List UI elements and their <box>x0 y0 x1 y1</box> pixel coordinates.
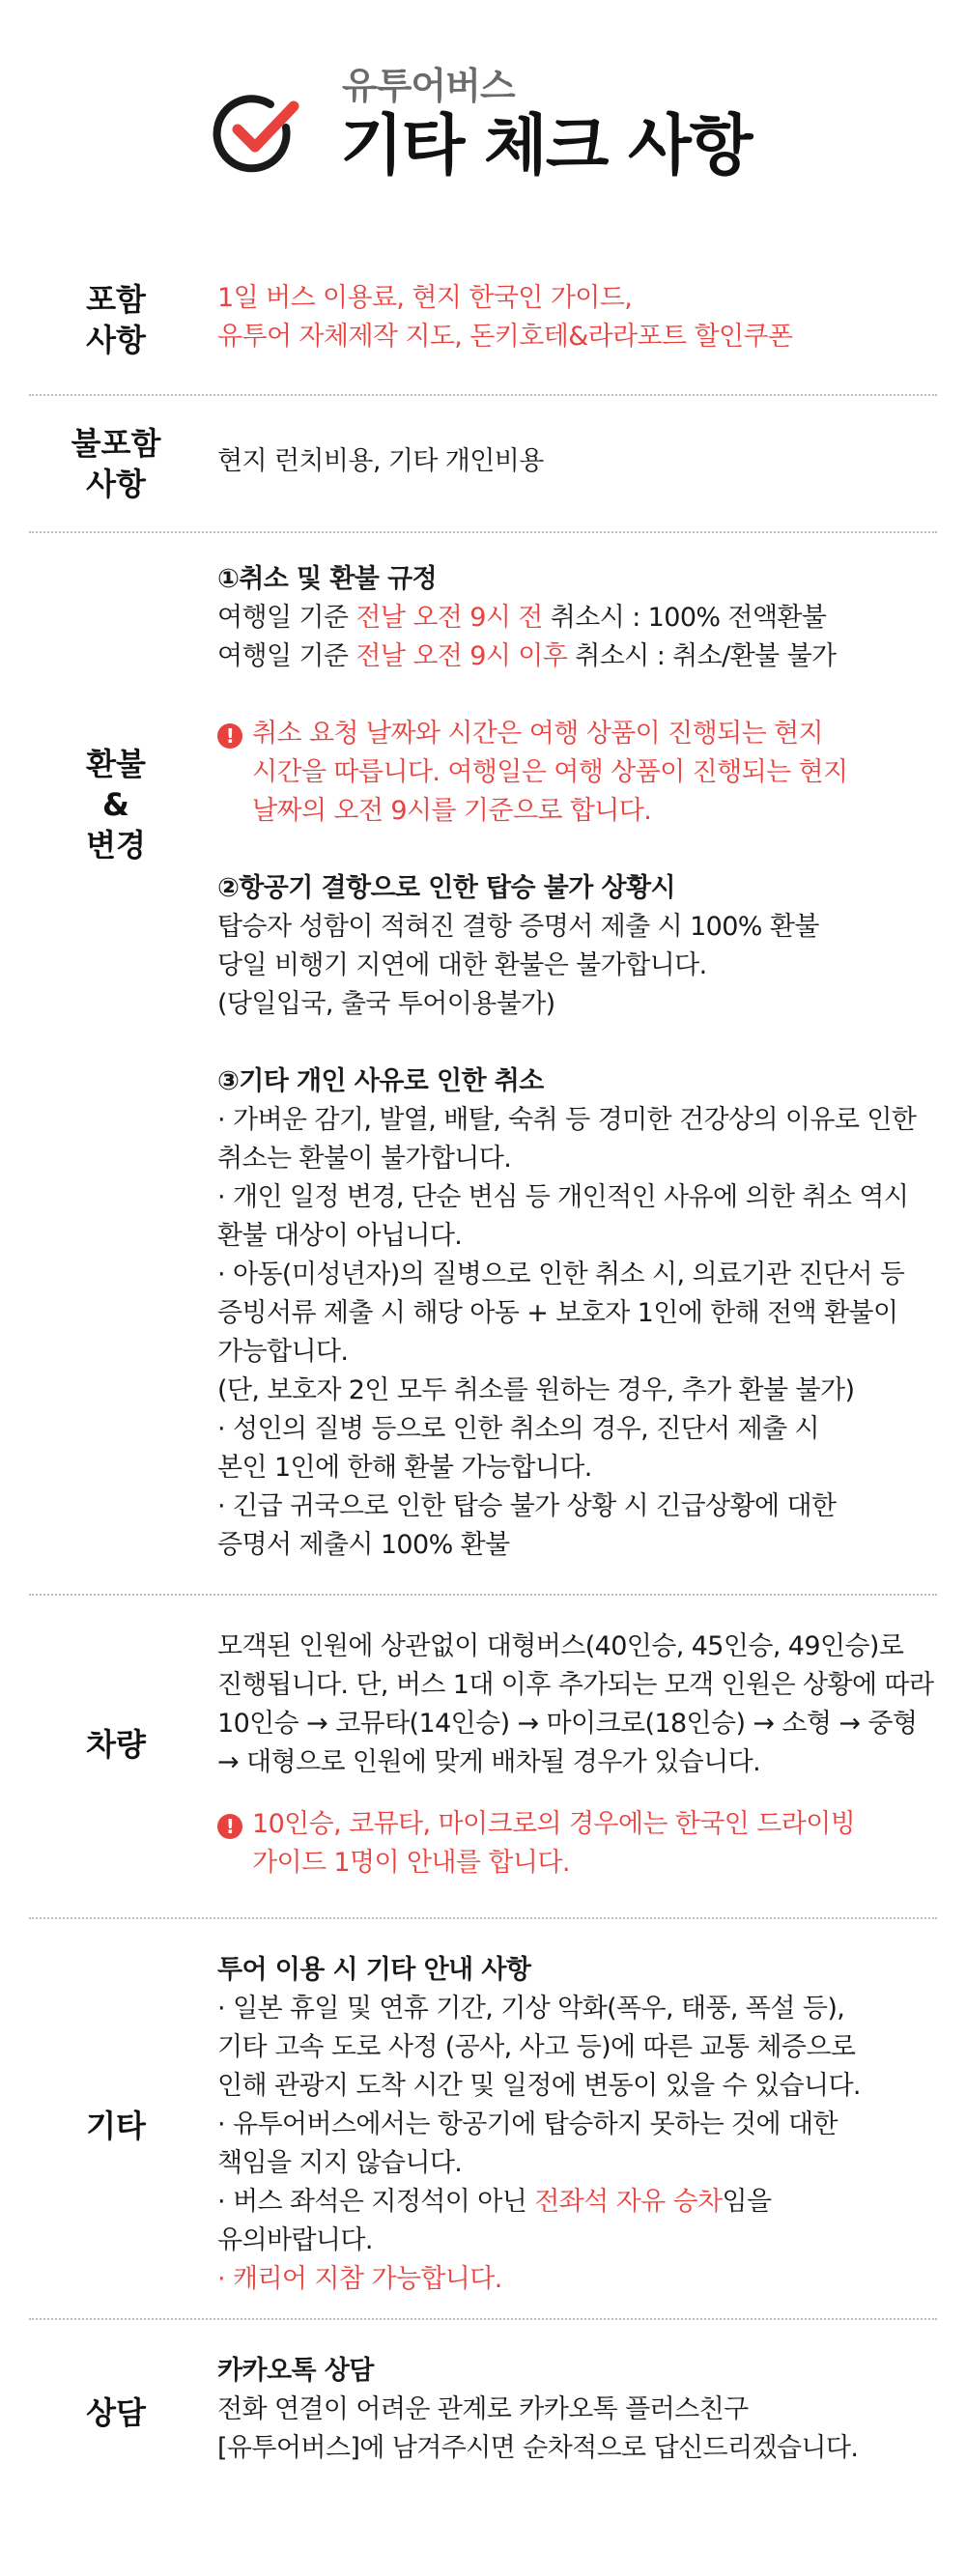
notice-line: 10인승, 코뮤타, 마이크로의 경우에는 한국인 드라이빙 <box>252 1809 856 1839</box>
section-label-included: 포함 사항 <box>86 281 146 358</box>
vehicle-notice <box>217 1805 947 1882</box>
personal-line: · 긴급 귀국으로 인한 탑승 불가 상황 시 긴급상황에 대한 <box>217 1491 837 1521</box>
consult-line: [유투어버스]에 남겨주시면 순차적으로 답신드리겠습니다. <box>217 2433 859 2463</box>
refund-policy-row <box>217 637 947 676</box>
flight-line: 당일 비행기 지연에 대한 환불은 불가합니다. <box>217 950 707 980</box>
vehicle-body <box>217 1628 947 1882</box>
divider <box>29 2318 937 2320</box>
section-label-vehicle: 차량 <box>86 1726 146 1763</box>
personal-line: 환불 대상이 아닙니다. <box>217 1221 463 1251</box>
included-text <box>217 279 947 356</box>
spacer <box>217 1782 947 1805</box>
personal-line: · 가벼운 감기, 발열, 배탈, 숙취 등 경미한 건강상의 이유로 인한 <box>217 1105 917 1135</box>
vehicle-line: 진행됩니다. 단, 버스 1대 이후 추가되는 모객 인원은 상황에 따라 <box>217 1670 934 1700</box>
brand-name: 유투어버스 <box>342 65 515 107</box>
notice-line: 취소 요청 날짜와 시간은 여행 상품이 진행되는 현지 <box>252 719 823 749</box>
text: 취소시 : 취소/환불 불가 <box>567 641 837 671</box>
included-line: 유투어 자체제작 지도, 돈키호테&라라포트 할인쿠폰 <box>217 322 793 352</box>
etc-line: · 일본 휴일 및 연휴 기간, 기상 악화(폭우, 태풍, 폭설 등), <box>217 1994 845 2024</box>
section-label-excluded: 불포함 사항 <box>71 425 161 502</box>
highlight-text: 전날 오전 9시 전 <box>355 603 543 633</box>
personal-line: 본인 1인에 한해 환불 가능합니다. <box>217 1453 592 1483</box>
refund-policy-row <box>217 599 947 637</box>
etc-line: 기타 고속 도로 사정 (공사, 사고 등)에 따른 교통 체증으로 <box>217 2032 856 2062</box>
consult-line: 전화 연결이 어려운 관계로 카카오톡 플러스친구 <box>217 2394 749 2424</box>
divider <box>29 1917 937 1919</box>
exclamation-circle-icon: ! <box>217 723 242 749</box>
refund-body <box>217 560 947 1565</box>
refund-notice <box>217 715 947 831</box>
personal-line: · 아동(미성년자)의 질병으로 인한 취소 시, 의료기관 진단서 등 <box>217 1260 905 1289</box>
etc-line: · 유투어버스에서는 항공기에 탑승하지 못하는 것에 대한 <box>217 2109 838 2139</box>
header <box>0 0 966 232</box>
etc-line: 인해 관광지 도착 시간 및 일정에 변동이 있을 수 있습니다. <box>217 2071 861 2101</box>
section-label-consult: 상담 <box>86 2394 146 2431</box>
vehicle-line: 10인승 → 코뮤타(14인승) → 마이크로(18인승) → 소형 → 중형 <box>217 1709 918 1739</box>
highlight-text: 전좌석 자유 승차 <box>534 2187 723 2217</box>
flight-line: (당일입국, 출국 투어이용불가) <box>217 989 555 1019</box>
personal-cancel-heading: ③기타 개인 사유로 인한 취소 <box>217 1066 544 1096</box>
notice-line: 가이드 1명이 안내를 합니다. <box>252 1848 570 1878</box>
text: 여행일 기준 <box>217 603 356 633</box>
excluded-text <box>217 442 947 481</box>
divider <box>29 531 937 533</box>
consult-body <box>217 2352 947 2468</box>
personal-line: · 개인 일정 변경, 단순 변심 등 개인적인 사유에 의한 취소 역시 <box>217 1182 909 1212</box>
divider <box>29 1594 937 1596</box>
personal-line: 증명서 제출시 100% 환불 <box>217 1530 510 1560</box>
etc-line: 유의바랍니다. <box>217 2225 373 2255</box>
highlight-text: 전날 오전 9시 이후 <box>355 641 568 671</box>
text: 임을 <box>722 2187 772 2217</box>
text: 여행일 기준 <box>217 641 356 671</box>
consult-heading: 카카오톡 상담 <box>217 2356 374 2386</box>
spacer <box>217 831 947 869</box>
personal-line: 취소는 환불이 불가합니다. <box>217 1144 512 1174</box>
personal-line: · 성인의 질병 등으로 인한 취소의 경우, 진단서 제출 시 <box>217 1414 819 1444</box>
included-line: 1일 버스 이용료, 현지 한국인 가이드, <box>217 283 633 313</box>
flight-cancel-heading: ②항공기 결항으로 인한 탑승 불가 상황시 <box>217 873 675 903</box>
personal-line: 가능합니다. <box>217 1337 349 1367</box>
text: · 버스 좌석은 지정석이 아닌 <box>217 2187 535 2217</box>
checkmark-circle-icon <box>211 89 303 182</box>
page-title: 기타 체크 사항 <box>340 108 752 184</box>
section-label-etc: 기타 <box>86 2108 146 2144</box>
vehicle-line: 모객된 인원에 상관없이 대형버스(40인승, 45인승, 49인승)로 <box>217 1631 904 1661</box>
etc-line: 책임을 지지 않습니다. <box>217 2148 463 2178</box>
etc-carrier-line: · 캐리어 지참 가능합니다. <box>217 2264 502 2294</box>
etc-body <box>217 1951 947 2299</box>
etc-heading: 투어 이용 시 기타 안내 사항 <box>217 1955 531 1985</box>
section-label-refund: 환불 & 변경 <box>86 746 146 863</box>
personal-line: 증빙서류 제출 시 해당 아동 + 보호자 1인에 한해 전액 환불이 <box>217 1298 898 1328</box>
spacer <box>217 1024 947 1062</box>
notice-line: 날짜의 오전 9시를 기준으로 합니다. <box>252 796 652 826</box>
spacer <box>217 676 947 715</box>
notice-line: 시간을 따릅니다. 여행일은 여행 상품이 진행되는 현지 <box>252 757 848 787</box>
refund-policy-heading: ①취소 및 환불 규정 <box>217 564 438 594</box>
flight-line: 탑승자 성함이 적혀진 결항 증명서 제출 시 100% 환불 <box>217 912 819 942</box>
excluded-line: 현지 런치비용, 기타 개인비용 <box>217 446 544 476</box>
divider <box>29 394 937 396</box>
personal-line: (단, 보호자 2인 모두 취소를 원하는 경우, 추가 환불 불가) <box>217 1375 855 1405</box>
vehicle-line: → 대형으로 인원에 맞게 배차될 경우가 있습니다. <box>217 1747 761 1777</box>
text: 취소시 : 100% 전액환불 <box>542 603 827 633</box>
etc-seat-line <box>217 2183 947 2222</box>
exclamation-circle-icon: ! <box>217 1814 242 1839</box>
